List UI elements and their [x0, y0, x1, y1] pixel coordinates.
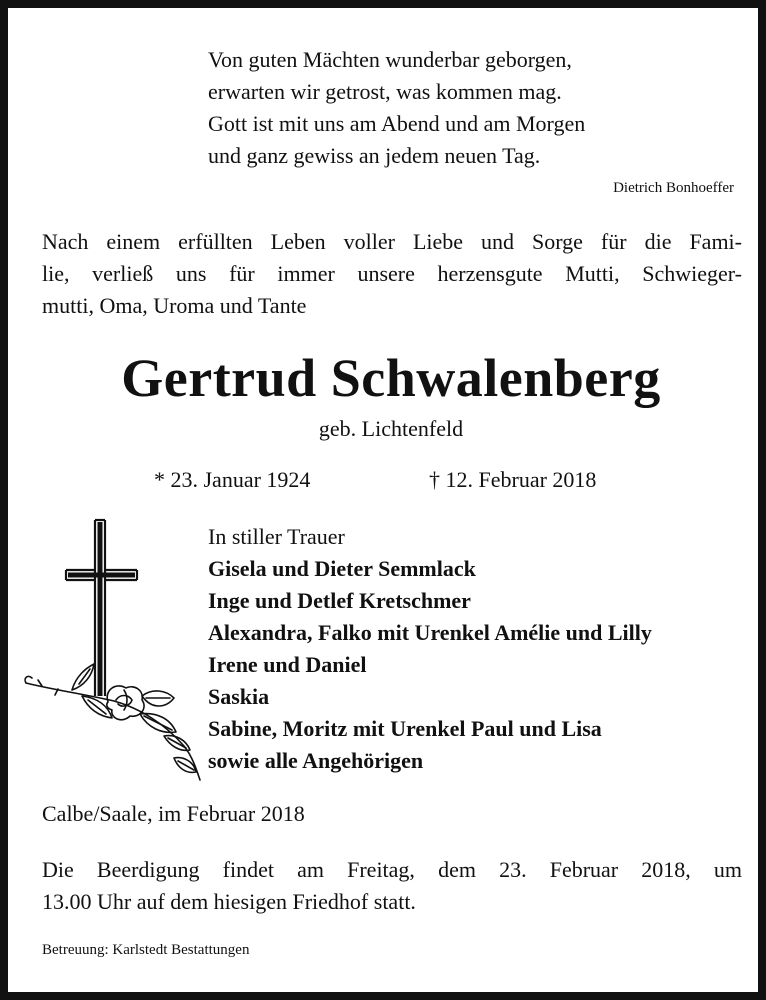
funeral-line: Die Beerdigung findet am Freitag, dem 23. Februar 2018, um [42, 857, 742, 882]
rose-branch-icon [25, 664, 200, 780]
poem-line: erwarten wir getrost, was kommen mag. [208, 79, 562, 104]
mourner-entry: sowie alle Angehörigen [208, 748, 424, 773]
mourners-heading: In stiller Trauer [208, 524, 345, 549]
mourners-list [208, 521, 652, 777]
funeral-line: 13.00 Uhr auf dem hiesigen Friedhof statt. [42, 889, 416, 914]
poem [208, 44, 728, 172]
maiden-name: geb. Lichtenfeld [318, 416, 464, 441]
mourner-entry: Inge und Detlef Kretschmer [208, 588, 471, 613]
undertaker-credit: Betreuung: Karlstedt Bestattungen [42, 942, 250, 958]
intro-text [42, 226, 742, 322]
intro-line: lie, verließ uns für immer unsere herzensgute Mutti, Schwieger- [42, 261, 742, 286]
cross-with-rose-icon [24, 518, 206, 796]
mourner-entry: Irene und Daniel [208, 652, 367, 677]
poem-author: Dietrich Bonhoeffer [613, 180, 734, 196]
poem-line: Gott ist mit uns am Abend und am Morgen [208, 111, 586, 136]
deceased-name: Gertrud Schwalenberg [121, 348, 661, 408]
intro-line: Nach einem erfüllten Leben voller Liebe und Sorge für die Fami- [42, 229, 742, 254]
mourner-entry: Sabine, Moritz mit Urenkel Paul und Lisa [208, 716, 602, 741]
mourner-entry: Alexandra, Falko mit Urenkel Amélie und Lilly [208, 620, 652, 645]
birth-date: * 23. Januar 1924 [154, 467, 311, 492]
mourner-entry: Gisela und Dieter Semmlack [208, 556, 476, 581]
death-date: † 12. Februar 2018 [429, 467, 597, 492]
place-and-date: Calbe/Saale, im Februar 2018 [42, 801, 305, 826]
poem-line: und ganz gewiss an jedem neuen Tag. [208, 143, 541, 168]
poem-line: Von guten Mächten wunderbar geborgen, [208, 47, 572, 72]
mourner-entry: Saskia [208, 684, 270, 709]
funeral-info [42, 854, 742, 918]
intro-line: mutti, Oma, Uroma und Tante [42, 293, 307, 318]
